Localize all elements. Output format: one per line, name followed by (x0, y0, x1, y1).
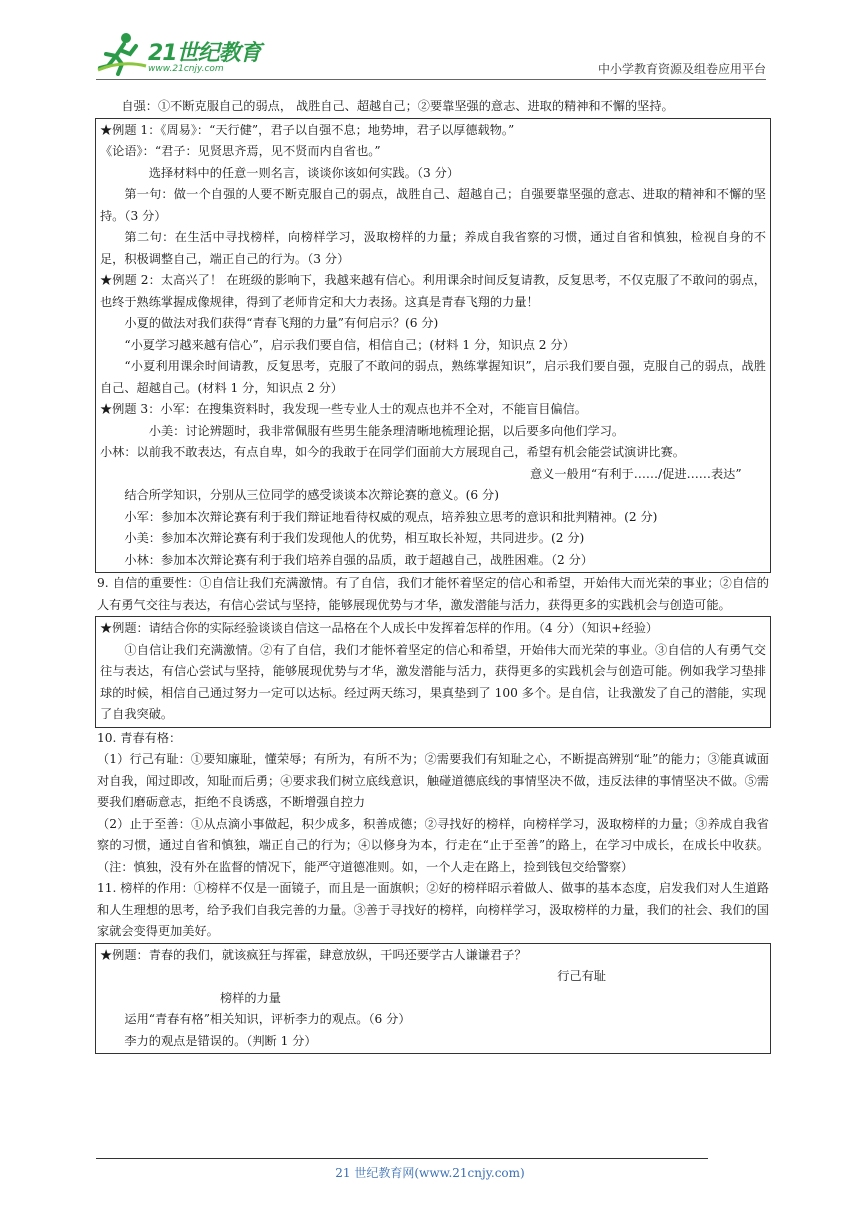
example-3-xiaolin: 小林：以前我不敢表达，有点自卑，如今的我敢于在同学们面前大方展现自己，希望有机会能尝试演讲比赛。 (100, 445, 685, 459)
example-1-box (95, 118, 771, 574)
example-4-answer: ①自信让我们充满激情。②有了自信，我们才能怀着坚定的信心和希望，开始伟大而光荣的事业。③自信的人有勇气交往与表达，有信心尝试与坚持，能够展现优势与才华，激发潜能与活力，获得更多的实践机会与创造可能。例如我学习垫排球的时候，相信自己通过努力一定可以达标。经过两天练习，果真垫到了 100 多个。是自信，让我激发了自己的潜能，实现了自我突破。 (100, 642, 766, 721)
example-3-answer-3: 小林：参加本次辩论赛有利于我们培养自强的品质，敢于超越自己，战胜困难。（2 分） (124, 552, 594, 567)
logo (96, 30, 266, 78)
example-5-box (95, 943, 771, 1055)
example-3-xiaomei: 小美：讨论辨题时，我非常佩服有些男生能条理清晰地梳理论据，以后要多向他们学习。 (148, 423, 625, 438)
footer-link[interactable]: 21 世纪教育网(www.21cnjy.com) (335, 1166, 525, 1180)
example-3-answer-2: 小美：参加本次辩论赛有利于我们发现他人的优势，相互取长补短，共同进步。(2 分) (124, 531, 585, 545)
section-10-part-1: （1）行己有耻：①要知廉耻，懂荣辱；有所为，有所不为；②需要我们有知耻之心，不断提高辨别“耻”的能力；③能真诚面对自我，闻过即改，知耻而后勇；④要求我们树立底线意识，触碰道德底线的事情坚决不做，违反法律的事情坚决不做。⑤需要我们磨砺意志，拒绝不良诱惑，不断增强自控力 (97, 752, 769, 809)
example-5-answer: 李力的观点是错误的。（判断 1 分） (124, 1033, 317, 1048)
example-2-answer-2: “小夏利用课余时间请教，反复思考，克服了不敢问的弱点，熟练掌握知识”，启示我们要自强，克服自己的弱点，战胜自己、超越自己。(材料 1 分，知识点 2 分） (100, 359, 766, 395)
section-10-title: 10. 青春有格： (97, 730, 182, 745)
example-2-question: ★例题 2：太高兴了！ 在班级的影响下，我越来越有信心。利用课余时间反复请教，反复思考，不仅克服了不敢问的弱点，也终于熟练掌握成像规律，得到了老师肯定和大力表扬。这真是青春飞翔的力量！ (100, 273, 766, 309)
header-divider (96, 79, 766, 80)
section-11: 11. 榜样的作用：①榜样不仅是一面镜子，而且是一面旗帜；②好的榜样昭示着做人、做事的基本态度，启发我们对人生道路和人生理想的思考，给予我们自我完善的力量。③善于寻找好的榜样，向榜样学习，汲取榜样的力量，我们的社会、我们的国家就会变得更加美好。 (97, 881, 769, 938)
example-3-question: ★例题 3：小军：在搜集资料时，我发现一些专业人士的观点也并不全对，不能盲目偏信。 (100, 402, 587, 416)
logo-url: www.21cnjy.com (148, 64, 224, 74)
example-1-answer-1: 第一句：做一个自强的人要不断克服自己的弱点，战胜自己、超越自己；自强要靠坚强的意志、进取的精神和不懈的坚持。（3 分） (100, 187, 766, 223)
example-3-answer-1: 小军：参加本次辩论赛有利于我们辩证地看待权威的观点，培养独立思考的意识和批判精神。(2 分) (124, 509, 658, 524)
section-9: 9. 自信的重要性：①自信让我们充满激情。有了自信，我们才能怀着坚定的信心和希望，开始伟大而光荣的事业；②自信的人有勇气交往与表达，有信心尝试与坚持，能够展现优势与才华，激发潜能与活力，获得更多的实践机会与创造可能。 (97, 576, 769, 612)
example-5-tag-1: 行己有耻 (557, 969, 606, 983)
example-3-task: 结合所学知识，分别从三位同学的感受谈谈本次辩论赛的意义。(6 分) (124, 488, 499, 502)
example-1-task: 选择材料中的任意一则名言，谈谈你该如何实践。（3 分） (148, 165, 460, 180)
runner-logo-icon (96, 30, 148, 76)
example-5-question: ★例题：青春的我们，就该疯狂与挥霍，肆意放纵，干吗还要学古人谦谦君子？ (100, 947, 527, 962)
example-3-note: 意义一般用“有利于……/促进……表达” (530, 466, 742, 481)
platform-title: 中小学教育资源及组卷应用平台 (597, 62, 766, 76)
example-5-task: 运用“青春有格”相关知识，评析李力的观点。（6 分） (124, 1012, 411, 1026)
intro-paragraph: 自强：①不断克服自己的弱点， 战胜自己、超越自己；②要靠坚强的意志、进取的精神和不懈的坚持。 (121, 99, 674, 113)
example-2-answer-1: “小夏学习越来越有信心”，启示我们要自信，相信自己；(材料 1 分，知识点 2 分） (124, 337, 575, 352)
example-1-quote: 《论语》：“君子：见贤思齐焉，见不贤而内自省也。” (100, 144, 381, 158)
logo-text: 21世纪教育 (148, 41, 261, 66)
example-4-box (95, 616, 771, 728)
example-2-task: 小夏的做法对我们获得“青春飞翔的力量”有何启示？(6 分) (124, 316, 439, 330)
example-5-tag-2: 榜样的力量 (220, 990, 281, 1005)
footer-divider (96, 1158, 708, 1159)
section-10-part-2: （2）止于至善：①从点滴小事做起，积少成多，积善成德；②寻找好的榜样，向榜样学习，汲取榜样的力量；③养成自我省察的习惯，通过自省和慎独，端正自己的行为；④以修身为本，行走在“止于至善”的路上，在学习中成长，在成长中收获。（注：慎独，没有外在监督的情况下，能严守道德准则。如，一个人走在路上，捡到钱包交给警察） (97, 816, 769, 874)
example-4-question: ★例题：请结合你的实际经验谈谈自信这一品格在个人成长中发挥着怎样的作用。（4 分）（知识+经验） (100, 621, 659, 635)
page-header (96, 30, 766, 82)
example-1-answer-2: 第二句：在生活中寻找榜样，向榜样学习，汲取榜样的力量；养成自我省察的习惯，通过自省和慎独，检视自身的不足，积极调整自己，端正自己的行为。（3 分） (100, 230, 766, 266)
example-1-question: ★例题 1：《周易》：“天行健”，君子以自强不息；地势坤，君子以厚德载物。” (100, 122, 515, 137)
document-body (97, 96, 769, 1054)
